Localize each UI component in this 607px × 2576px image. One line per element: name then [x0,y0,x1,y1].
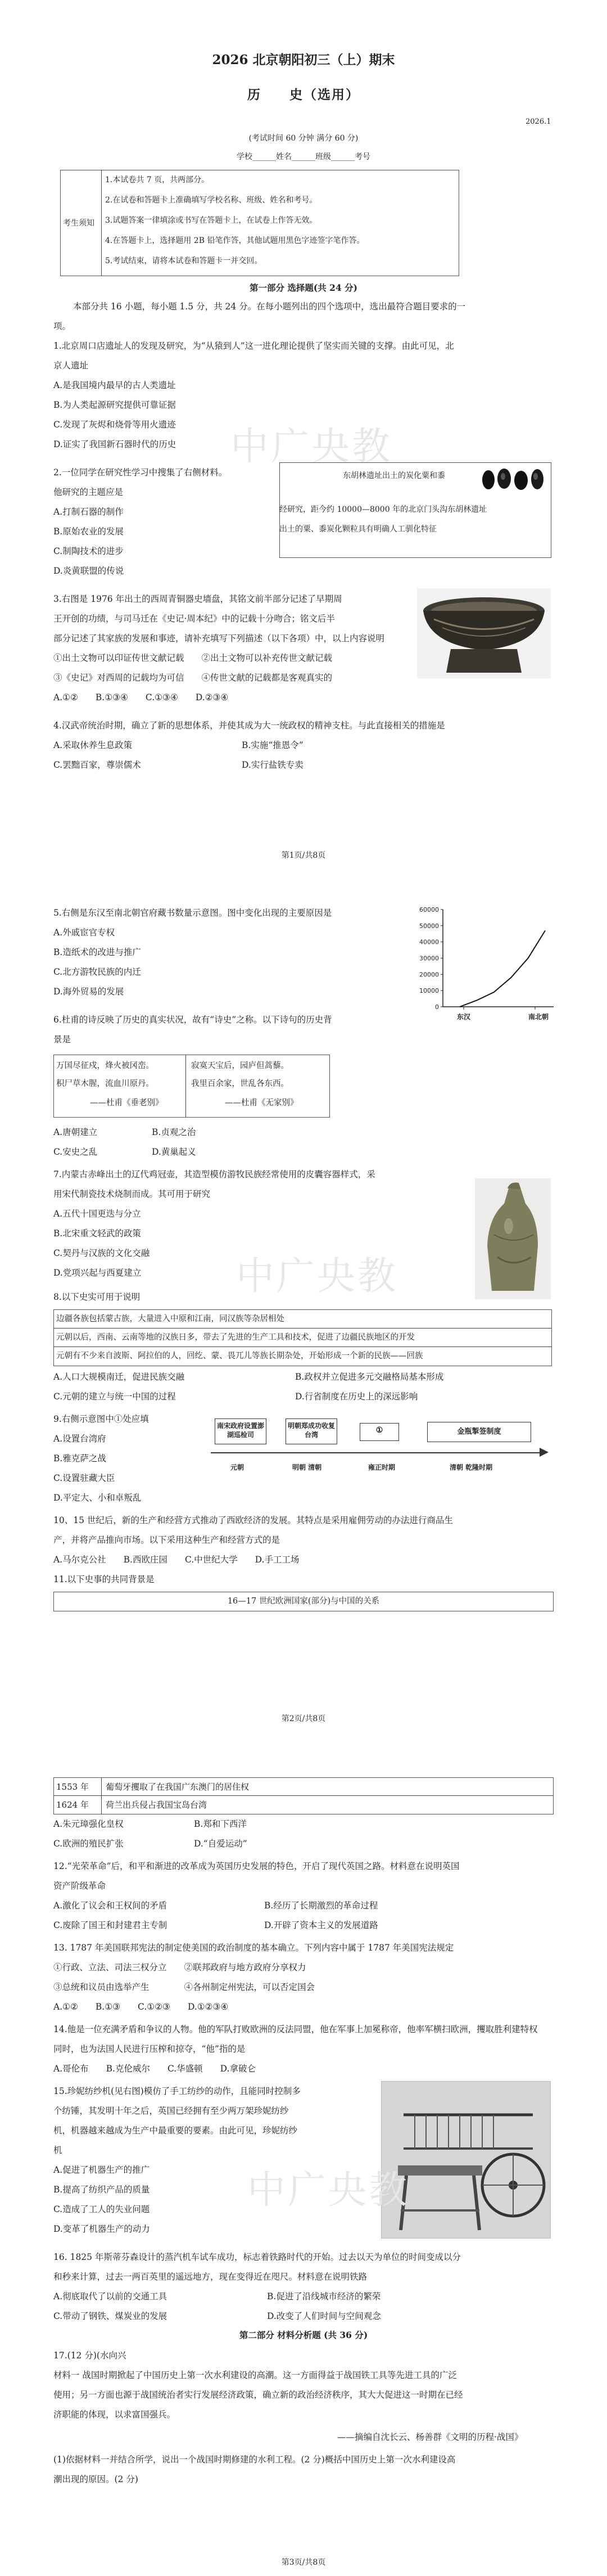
q17-stem: 17.(12 分)(水向兴 [53,2350,126,2361]
q3-stem: 3.右图是 1976 年出土的西周青铜器史墙盘，其铭文前半部分记述了早期周 [53,594,342,604]
q8-material-row: 边疆各族包括蒙古族，大量进入中原和江南，同汉族等杂居相处 [56,1314,284,1323]
q12-option-a[interactable]: A.激化了议会和王权间的矛盾 [53,1901,167,1911]
q7-option-d[interactable]: D.党项兴起与西夏建立 [53,1268,142,1278]
notice-label: 考生须知 [63,219,94,228]
q3-stem: 王开创的功绩，与司马迁在《史记·周本纪》中的记载十分吻合；铭文后半 [53,614,335,624]
chart-x-tick-label: 南北朝 [528,1013,549,1021]
notice-item: 4.在答题卡上，选择题用 2B 铅笔作答，其他试题用黑色字迹签字笔作答。 [105,236,365,245]
q13-statement: ①行政、立法、司法三权分立 ②联邦政府与地方政府分享权力 [53,1962,306,1972]
shi-qiang-pan-bronze-image [417,588,551,678]
q8-option-c[interactable]: C.元朝的建立与统一中国的过程 [53,1391,176,1402]
q8-material-row: 元朝有不少来自波斯、阿拉伯的人，回纥、蒙、畏兀儿等族长期杂处，开始形成一个新的民族——回族 [56,1352,423,1361]
part1-intro: 项。 [53,321,71,331]
q5-option-a[interactable]: A.外戚宦官专权 [53,927,115,938]
q6-stem: 景是 [53,1034,71,1044]
q7-stem: 用宋代制瓷技术烧制而成。其可用于研究 [53,1189,211,1199]
timeline-event-2: 明朝郑成功收复台湾 [286,1418,337,1444]
q6-poem-left: 积尸草木腥，流血川原丹。 [56,1079,154,1088]
q15-option-c[interactable]: C.造成了工人的失业问题 [53,2204,150,2214]
q15-stem: 机 [53,2145,62,2155]
carbonized-grain-image [481,465,545,496]
q11-stem: 11.以下史事的共同背景是 [53,1574,155,1584]
q11-table-col-divider [101,1777,102,1814]
q8-box-divider [53,1346,551,1347]
q6-poem-left-source: ——杜甫《垂老别》 [90,1098,164,1107]
q15-option-b[interactable]: B.提高了纺织产品的质量 [53,2185,150,2195]
q4-stem: 4.汉武帝统治时期，确立了新的思想体系，并使其成为大一统政权的精神支柱。与此直接相关的措施是 [53,720,445,731]
q11-option-c[interactable]: C.欧洲的殖民扩张 [53,1839,124,1849]
q12-option-b[interactable]: B.经历了长期激烈的革命过程 [264,1901,378,1911]
part1-intro: 本部分共 16 小题，每小题 1.5 分，共 24 分。在每小题列出的四个选项中，选出最符合题目要求的一 [73,301,466,312]
q6-poem-left: 万国尽征戍，烽火被冈峦。 [56,1061,154,1070]
q12-option-c[interactable]: C.废除了国王和封建君主专制 [53,1920,167,1930]
q15-option-d[interactable]: D.变革了机器生产的动力 [53,2224,150,2234]
timeline-label: 雍正时期 [368,1463,396,1471]
chart-y-tick-label: 30000 [419,954,439,962]
q17-question: 潮出现的原因。(2 分) [53,2474,138,2484]
library-books-chart [410,903,559,1029]
q1-stem: 1.北京周口店遗址人的发现及研究，为“从猿到人”这一进化理论提供了坚实而关键的支撑。由此可见，北 [53,341,454,351]
q11-row-year: 1553 年 [56,1782,89,1792]
q11-option-a[interactable]: A.朱元璋强化皇权 [53,1819,124,1829]
q1-option-b[interactable]: B.为人类起源研究提供可靠证据 [53,400,176,410]
subject-title: 历 史（选用） [247,87,360,102]
q2-option-d[interactable]: D.炎黄联盟的传说 [53,566,124,576]
q17-material: 材料一 战国时期掀起了中国历史上第一次水利建设的高潮。这一方面得益于战国铁工具等先进工具的广泛 [53,2370,457,2380]
chart-y-tick-label: 60000 [419,906,439,913]
q16-option-d[interactable]: D.改变了人们时间与空间观念 [267,2311,381,2321]
q11-option-d[interactable]: D.“自爱运动” [194,1839,247,1849]
q2-material-text: 经研究，距今约 10000—8000 年的北京门头沟东胡林遗址 [279,505,487,514]
q1-option-a[interactable]: A.是我国境内最早的古人类遗址 [53,380,176,390]
q2-option-a[interactable]: A.打制石器的制作 [53,507,124,517]
q16-option-b[interactable]: B.促进了沿线城市经济的繁荣 [267,2291,381,2302]
q15-option-a[interactable]: A.促进了机器生产的推广 [53,2165,150,2175]
q11-row-event: 荷兰出兵侵占我国宝岛台湾 [106,1800,207,1810]
page-number: 第1页/共8页 [281,851,326,860]
q6-option-c[interactable]: C.安史之乱 [53,1147,98,1157]
chart-y-tick-label: 50000 [419,922,439,930]
q14-stem: 同时，也为法国人民进行压榨和掠夺，“他”指的是 [53,2044,246,2054]
chart-series-line [460,930,545,1007]
q3-options[interactable]: A.①② B.①③④ C.①③④ D.②③④ [53,692,229,702]
timeline-event-blank: ① [360,1423,399,1441]
q6-poem-right: 寂寞天宝后，园庐但蒿藜。 [191,1061,289,1070]
q8-option-b[interactable]: B.政权并立促进多元交融格局基本形成 [295,1372,444,1382]
q12-option-d[interactable]: D.开辟了资本主义的发展道路 [264,1920,378,1930]
chart-y-tick-label: 0 [435,1003,439,1011]
q17-material: 济职能的体现，以求富国强兵。 [53,2410,176,2420]
watermark: 中广央教 [230,425,393,469]
q17-question: (1)依据材料一并结合所学，说出一个战国时期修建的水利工程。(2 分)概括中国历史上第一次水利建设高 [53,2455,456,2465]
q2-material-text: 出土的粟、黍炭化颗粒具有明确人工驯化特征 [279,525,437,534]
watermark: 中广央教 [247,2168,410,2213]
q7-option-a[interactable]: A.五代十国更迭与分立 [53,1209,141,1219]
notice-divider [101,170,102,276]
q12-stem: 12.“光荣革命”后，和平和渐进的改革成为英国历史发展的特色，开启了现代英国之路。材料意在说明英国 [53,1861,460,1871]
q2-material-caption: 东胡林遗址出土的炭化粟和黍 [343,471,445,480]
q7-option-c[interactable]: C.契丹与汉族的文化交融 [53,1248,150,1258]
q1-option-c[interactable]: C.发现了灰烬和烧骨等用火遗迹 [53,420,176,430]
q2-stem: 2.一位同学在研究性学习中搜集了右侧材料。 [53,467,228,478]
q6-poem-right-source: ——杜甫《无家别》 [225,1098,298,1107]
part2-heading: 第二部分 材料分析题 (共 36 分) [239,2330,368,2340]
q8-option-d[interactable]: D.行省制度在历史上的深远影响 [295,1391,418,1402]
timeline-label: 清朝 乾隆时期 [450,1463,493,1471]
chart-y-tick-label: 40000 [419,938,439,946]
q11-row-year: 1624 年 [56,1800,89,1810]
q11-table-title: 16—17 世纪欧洲国家(部分)与中国的关系 [227,1597,380,1606]
q5-option-d[interactable]: D.海外贸易的发展 [53,987,124,997]
q3-statement: ①出土文物可以印证传世文献记载 ②出土文物可以补充传世文献记载 [53,653,333,663]
notice-item: 3.试题答案一律填涂或书写在答题卡上，在试卷上作答无效。 [105,216,318,225]
q9-option-a[interactable]: A.设置台湾府 [53,1434,106,1444]
q4-option-d[interactable]: D.实行盐铁专卖 [242,760,304,770]
q15-stem: 个纺锤，其发明十年之后，英国已经拥有至少两万架珍妮纺纱 [53,2106,289,2116]
timeline-label: 元朝 [230,1463,244,1471]
q5-option-b[interactable]: B.造纸术的改进与推广 [53,947,141,957]
q6-option-b[interactable]: B.贞观之治 [152,1127,196,1137]
q4-option-a[interactable]: A.采取休养生息政策 [53,740,133,750]
q8-material-row: 元朝以后，西南、云南等地的汉族日多，带去了先进的生产工具和技术，促进了边疆民族地区的开发 [56,1333,415,1342]
q12-stem: 资产阶级革命 [53,1881,106,1891]
page-number: 第3页/共8页 [281,2558,326,2567]
q17-source: ——摘编自沈长云、杨善群《文明的历程·战国》 [337,2432,523,2442]
q9-stem: 9.右侧示意图中①处应填 [53,1414,149,1424]
q5-stem: 5.右侧是东汉至南北朝官府藏书数量示意图。图中变化出现的主要原因是 [53,908,332,918]
q16-option-a[interactable]: A.彻底取代了以前的交通工具 [53,2291,167,2302]
q1-option-d[interactable]: D.证实了我国新石器时代的历史 [53,439,176,449]
q6-poem-divider [185,1055,186,1117]
q8-stem: 8.以下史实可用于说明 [53,1292,141,1302]
q10-stem: 10、15 世纪后，新的生产和经营方式推动了西欧经济的发展。其特点是采用雇佣劳动的办法进行商品生 [53,1515,453,1525]
q16-stem: 16. 1825 年斯蒂芬森设计的蒸汽机车试车成功，标志着铁路时代的开始。过去以天为单位的时间变成以分 [53,2252,461,2262]
chart-y-tick-label: 10000 [419,987,439,995]
q13-options[interactable]: A.①② B.①③ C.①②③ D.①②③④ [53,2002,229,2012]
timeline-event-4: 金瓶掣签制度 [427,1422,531,1442]
notice-item: 5.考试结束，请将本试卷和答题卡一并交回。 [105,256,262,265]
q4-option-c[interactable]: C.罢黜百家，尊崇儒术 [53,760,141,770]
q7-stem: 7.内蒙古赤峰出土的辽代鸡冠壶，其造型模仿游牧民族经常使用的皮囊容器样式，采 [53,1169,375,1179]
q11-row-event: 葡萄牙攫取了在我国广东澳门的居住权 [106,1782,250,1792]
q6-option-a[interactable]: A.唐朝建立 [53,1127,98,1137]
timeline-label: 明朝 清朝 [292,1463,322,1471]
q15-stem: 15.珍妮纺纱机(见右图)模仿了手工纺纱的动作，且能同时控制多 [53,2086,301,2096]
liao-cockscomb-pot-image [475,1178,551,1299]
q9-option-b[interactable]: B.雅克萨之战 [53,1453,106,1463]
q3-stem: 部分记述了其家族的发展和事迹，请补充填写下列描述（以下各项）中，以上内容说明 [53,633,385,643]
q16-stem: 和秒来计算，过去一两百英里的遥远地方，现在变得近在咫尺。材料意在说明铁路 [53,2272,368,2282]
exam-date: 2026.1 [526,118,551,126]
part1-heading: 第一部分 选择题(共 24 分) [250,282,357,293]
q6-option-d[interactable]: D.黄巢起义 [152,1147,196,1157]
notice-item: 1.本试卷共 7 页，共两部分。 [105,175,210,184]
q13-stem: 13. 1787 年美国联邦宪法的制定使美国的政治制度的基本确立。下列内容中属于 1787 年美国宪法规定 [53,1943,454,1953]
q16-option-c[interactable]: C.带动了钢铁、煤炭业的发展 [53,2311,167,2321]
q13-statement: ③总统和议员由选举产生 ④各州制定州宪法，可以否定国会 [53,1982,315,1992]
timeline-axis [211,1452,542,1453]
q15-stem: 机，机器越来越成为生产中最重要的要素。由此可见，珍妮纺纱 [53,2125,298,2136]
q8-option-a[interactable]: A.人口大规模南迁，促进民族交融 [53,1372,185,1382]
q5-option-c[interactable]: C.北方游牧民族的内迁 [53,967,141,977]
time-note: (考试时间 60 分钟 满分 60 分) [248,134,359,143]
q10-stem: 产，并将产品推向市场。以下采用这种生产和经营方式的是 [53,1535,280,1545]
q9-option-c[interactable]: C.设置驻藏大臣 [53,1473,115,1483]
timeline-event-1: 南宋政府设置澎湖巡检司 [215,1418,266,1444]
q9-option-d[interactable]: D.平定大、小和卓叛乱 [53,1493,142,1503]
q4-option-b[interactable]: B.实施“推恩令” [242,740,304,750]
q3-statement: ③《史记》对西周的记载均为可信 ④传世文献的记载都是客观真实的 [53,673,333,683]
q6-stem: 6.杜甫的诗反映了历史的真实状况，故有“诗史”之称。以下诗句的历史背 [53,1015,332,1025]
student-info-line: 学校______姓名______班级______考号 [237,152,370,161]
q11-option-b[interactable]: B.郑和下西洋 [194,1819,247,1829]
chart-x-tick-label: 东汉 [457,1013,471,1021]
q1-stem: 京人遗址 [53,361,89,371]
q14-options[interactable]: A.哥伦布 B.克伦威尔 C.华盛顿 D.拿破仑 [53,2064,256,2074]
q7-option-b[interactable]: B.北宋重文轻武的政策 [53,1228,141,1239]
page-number: 第2页/共8页 [281,1714,326,1723]
chart-y-tick-label: 20000 [419,971,439,979]
q2-option-b[interactable]: B.原始农业的发展 [53,526,124,537]
q6-poem-right: 我里百余家，世乱各东西。 [191,1079,289,1088]
q2-option-c[interactable]: C.制陶技术的进步 [53,546,124,556]
q14-stem: 14.他是一位充满矛盾和争议的人物。他的军队打败欧洲的反法同盟，他在军事上加冕称帝，他率军横扫欧洲，攫取胜利建特权 [53,2024,538,2034]
watermark: 中广央教 [236,1254,398,1299]
q10-options[interactable]: A.马尔克公社 B.西欧庄园 C.中世纪大学 D.手工工场 [53,1555,300,1565]
notice-item: 2.在试卷和答题卡上准确填写学校名称、班级、姓名和考号。 [105,196,318,205]
q11-table-row-divider [53,1795,553,1796]
q2-stem: 他研究的主题应是 [53,487,124,497]
q17-material: 使用；另一方面也源于战国统治者实行发展经济政策，确立新的政治经济秩序，其大大促进这一时期在已经 [53,2390,463,2400]
exam-title: 2026 北京朝阳初三（上）期末 [212,52,395,67]
timeline-arrow-icon [540,1448,549,1457]
